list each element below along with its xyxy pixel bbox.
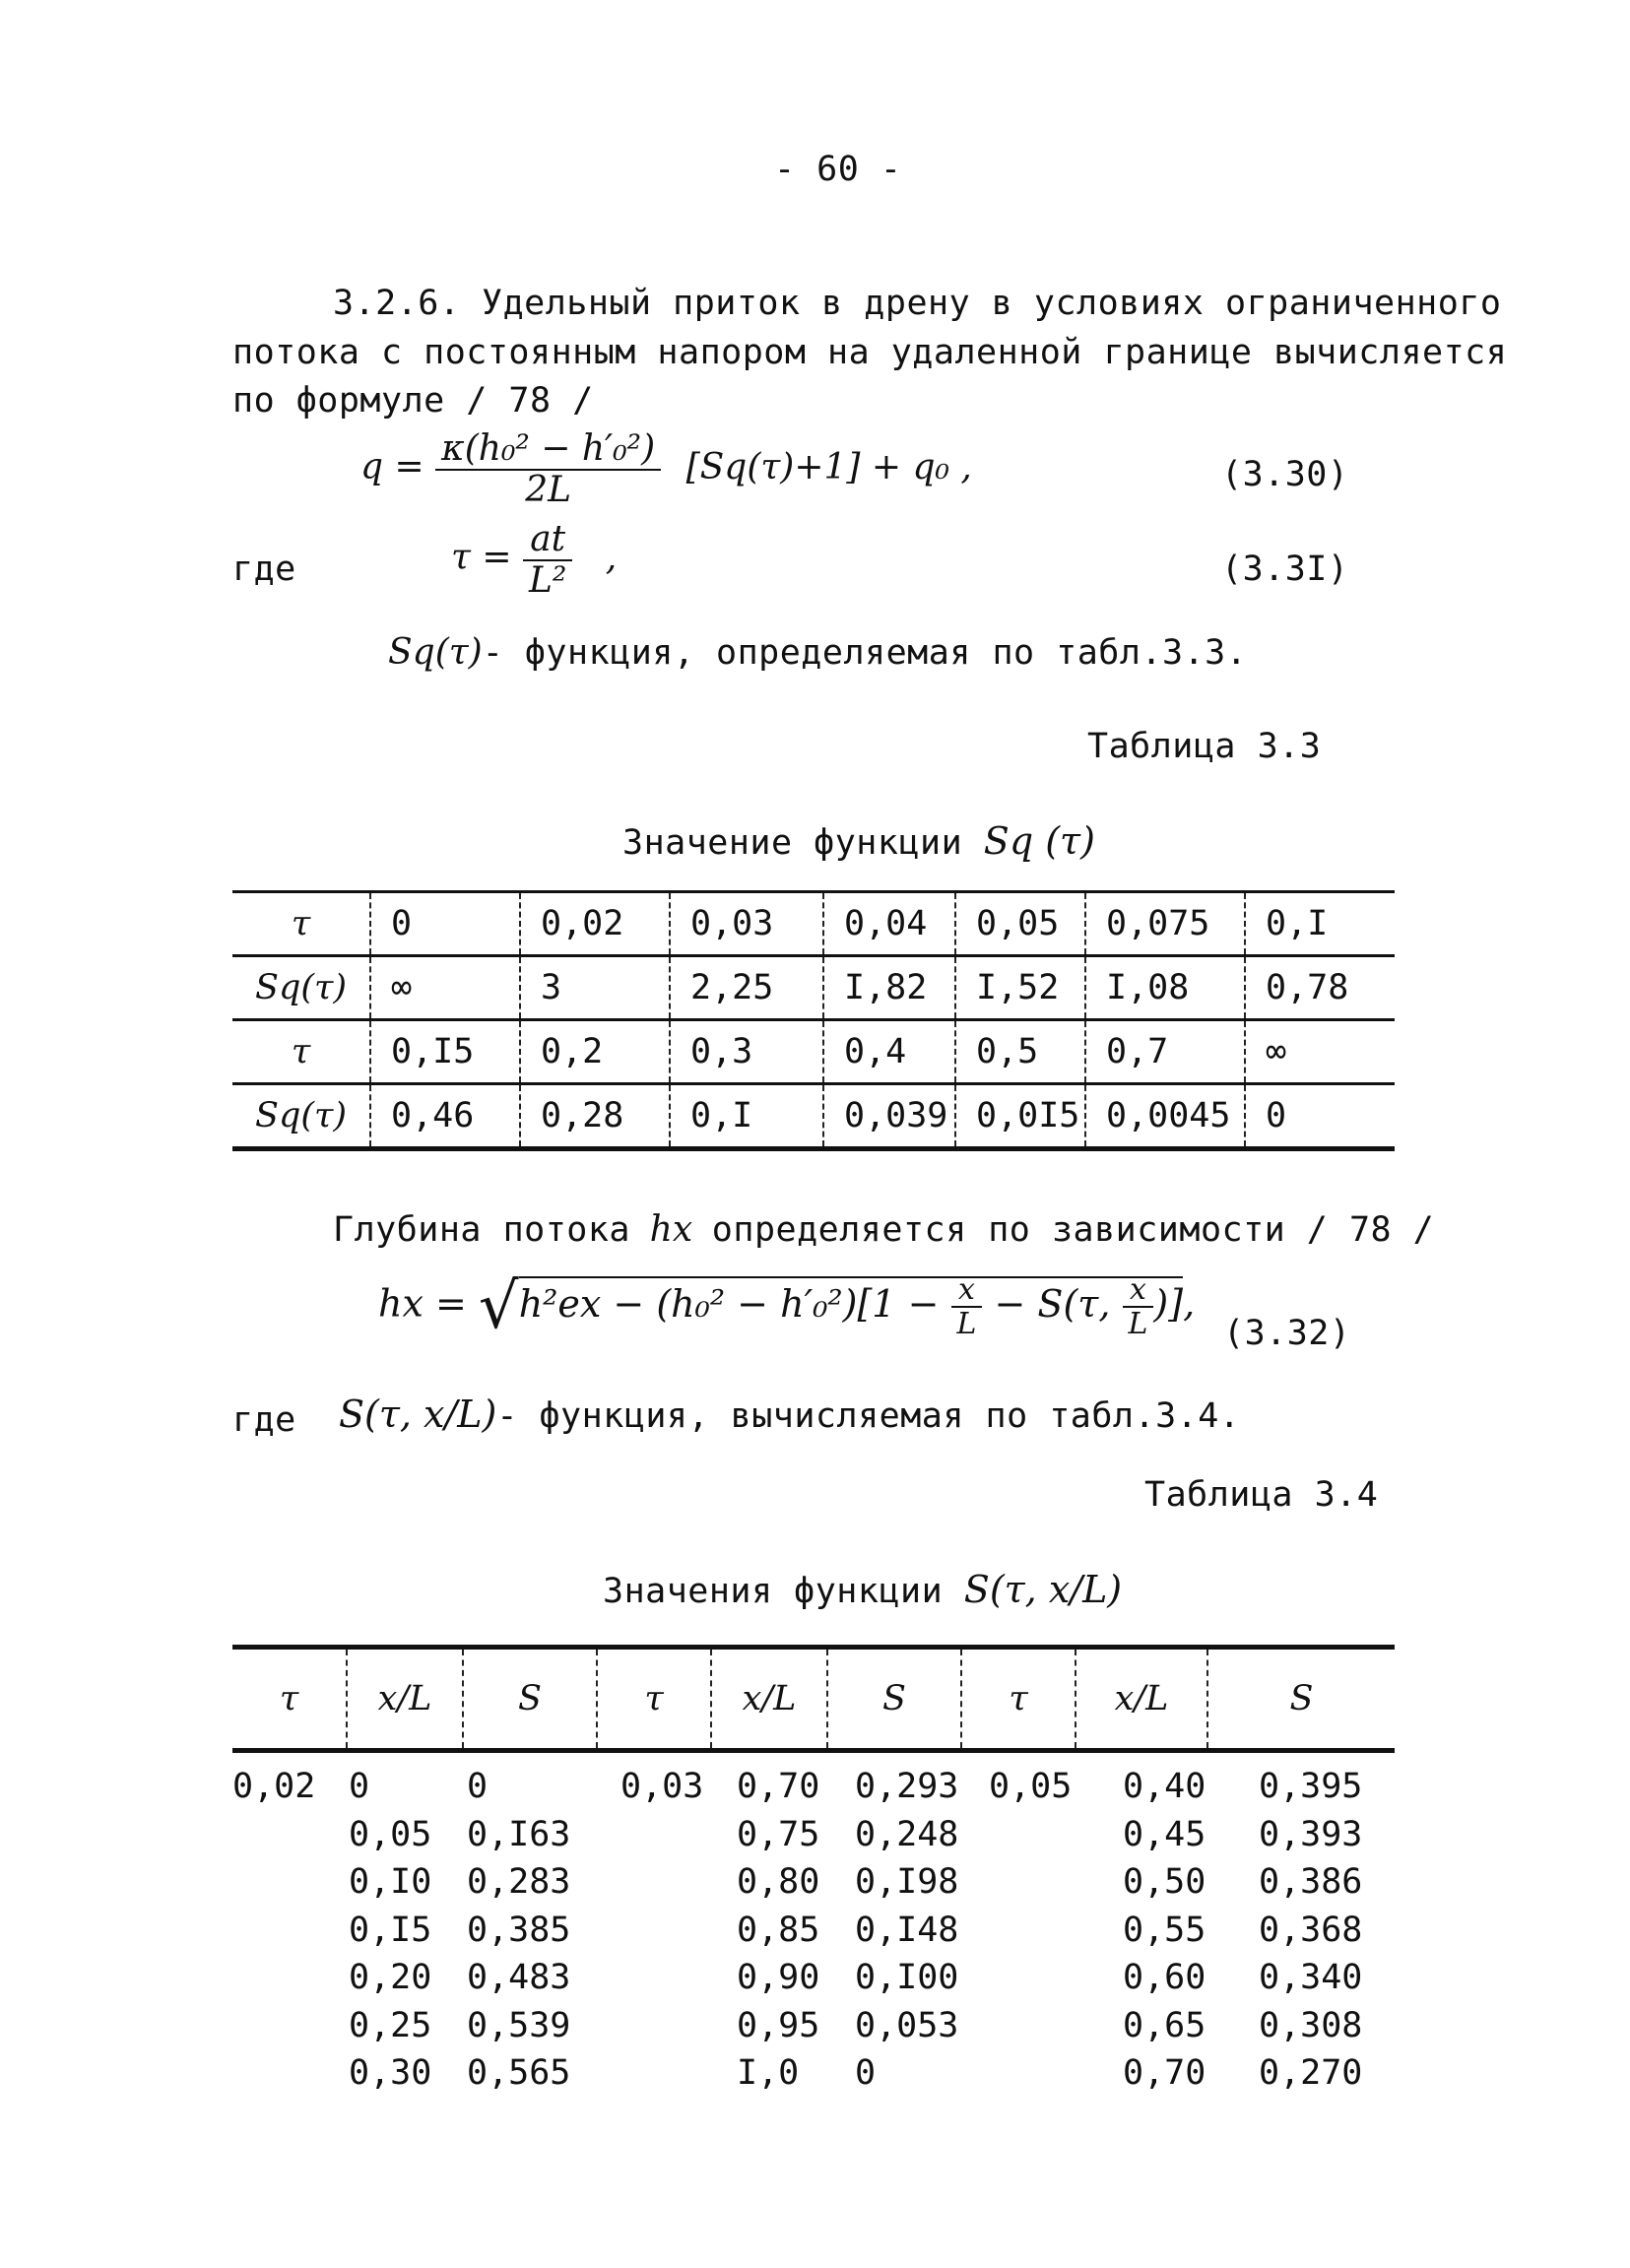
table-3-4-header — [232, 1645, 1395, 1753]
table-cell — [232, 1858, 349, 1907]
row-header-sq: Sq(τ) — [254, 968, 348, 1007]
depth-symbol: hx — [649, 1209, 693, 1250]
table-cell: 0,248 — [855, 1814, 959, 1854]
column-header-x-over-l: x/L — [347, 1648, 463, 1751]
column-header-s: S — [463, 1648, 597, 1751]
table-cell — [620, 1858, 737, 1907]
table-cell: 0,3 — [670, 1020, 823, 1084]
table-cell: 0,7 — [1085, 1020, 1245, 1084]
table-title-symbol: S(τ, x/L) — [963, 1568, 1123, 1611]
table-cell: 0,565 — [467, 2053, 571, 2094]
table-cell: 0,25 — [349, 2005, 432, 2045]
equation-number-3-30: (3.30) — [1221, 455, 1349, 494]
table-cell: 0 — [349, 1767, 370, 1807]
table-cell: 0,50 — [1123, 1862, 1206, 1903]
table-title-text: Значение функции — [622, 823, 963, 863]
table-row — [232, 1907, 1377, 1955]
table-cell: 0,0I5 — [955, 1084, 1085, 1149]
table-row — [232, 1954, 1377, 2002]
column-header-tau: τ — [597, 1648, 711, 1751]
formula-comma: , — [1183, 1281, 1196, 1326]
table-cell: 3 — [520, 956, 670, 1020]
table-cell: 0,95 — [737, 2005, 820, 2045]
table-cell: 0,395 — [1259, 1767, 1363, 1807]
fraction-numerator: x — [1123, 1273, 1154, 1308]
row-header-tau: τ — [291, 904, 311, 943]
table-cell — [989, 2002, 1123, 2050]
paragraph-line-1: 3.2.6. Удельный приток в дрену в условиях ограниченного — [333, 284, 1502, 323]
table-row — [232, 2002, 1377, 2050]
fraction-denominator: L — [1128, 1307, 1148, 1341]
table-cell: ∞ — [370, 956, 520, 1020]
table-cell — [989, 2049, 1123, 2098]
table-cell: 0,039 — [823, 1084, 955, 1149]
fraction-denominator: 2L — [525, 469, 572, 510]
table-cell — [620, 1907, 737, 1955]
table-cell: 0,05 — [989, 1767, 1073, 1807]
formula-lhs: τ = — [451, 537, 512, 578]
table-cell — [232, 1907, 349, 1955]
table-cell — [620, 2049, 737, 2098]
table-cell: 0,4 — [823, 1020, 955, 1084]
table-cell: 0,340 — [1259, 1958, 1363, 1998]
table-header-row — [232, 1648, 1395, 1751]
table-cell: ∞ — [1245, 1020, 1395, 1084]
column-header-s: S — [827, 1648, 961, 1751]
table-cell: 0,46 — [370, 1084, 520, 1149]
fraction-numerator: κ(h₀² − h′₀²) — [435, 429, 661, 471]
sq-definition — [388, 632, 1247, 673]
table-row — [232, 956, 1395, 1020]
table-cell: 0,5 — [955, 1020, 1085, 1084]
table-cell: I,52 — [955, 956, 1085, 1020]
x-over-l-fraction — [1123, 1273, 1154, 1340]
table-cell — [989, 1907, 1123, 1955]
table-cell: 0,075 — [1085, 892, 1245, 956]
table-cell — [232, 1954, 349, 2002]
table-cell: 0,I — [670, 1084, 823, 1149]
table-row — [232, 1811, 1377, 1859]
fraction-denominator: L — [956, 1307, 977, 1341]
row-header-tau: τ — [291, 1032, 311, 1071]
table-cell: 0,293 — [855, 1767, 959, 1807]
radicand — [518, 1272, 1184, 1341]
column-header-tau: τ — [961, 1648, 1076, 1751]
table-cell: 0,02 — [520, 892, 670, 956]
formula-3-30 — [360, 429, 972, 509]
table-3-4-body — [232, 1763, 1377, 2098]
table-cell: 0,85 — [737, 1910, 820, 1950]
table-cell: 0,I00 — [855, 1958, 959, 1998]
table-cell: 0,393 — [1259, 1814, 1363, 1854]
table-cell — [620, 1811, 737, 1859]
fraction-numerator: at — [523, 520, 572, 561]
table-row — [232, 1763, 1377, 1811]
table-cell: 0,80 — [737, 1862, 820, 1903]
table-cell — [989, 1954, 1123, 2002]
equation-number-3-31: (3.3I) — [1221, 550, 1349, 589]
fraction-numerator: x — [951, 1273, 983, 1308]
table-cell: 0 — [855, 2053, 877, 2094]
table-cell: 0,I5 — [349, 1910, 432, 1950]
table-cell: I,0 — [737, 2053, 800, 2094]
table-cell: 0,40 — [1123, 1767, 1206, 1807]
table-cell: 0,60 — [1123, 1958, 1206, 1998]
table-3-4-title — [603, 1568, 1122, 1611]
table-cell — [232, 1811, 349, 1859]
table-cell: 0,I5 — [370, 1020, 520, 1084]
table-cell: 0,483 — [467, 1958, 571, 1998]
table-cell — [620, 1954, 737, 2002]
table-cell: 0,45 — [1123, 1814, 1206, 1854]
where-label: где — [232, 550, 296, 589]
table-cell: 0,55 — [1123, 1910, 1206, 1950]
table-title-symbol: Sq (τ) — [983, 819, 1095, 863]
fraction-denominator: L² — [528, 559, 567, 601]
table-cell: 0,70 — [737, 1767, 820, 1807]
table-cell: 0,05 — [349, 1814, 432, 1854]
table-cell: 0,02 — [232, 1767, 316, 1807]
formula-3-32 — [378, 1270, 1195, 1343]
table-cell: 0,03 — [670, 892, 823, 956]
table-cell: 0,70 — [1123, 2053, 1206, 2094]
table-cell: 0,368 — [1259, 1910, 1363, 1950]
column-header-x-over-l: x/L — [711, 1648, 827, 1751]
depth-paragraph — [333, 1209, 1434, 1250]
table-cell: 0,03 — [620, 1767, 704, 1807]
depth-text-after: определяется по зависимости / 78 / — [711, 1210, 1435, 1250]
table-cell — [232, 2002, 349, 2050]
formula-3-31 — [451, 520, 617, 600]
table-cell: 0,75 — [737, 1814, 820, 1854]
table-cell: 2,25 — [670, 956, 823, 1020]
formula-comma: , — [605, 537, 618, 578]
table-cell: 0,0045 — [1085, 1084, 1245, 1149]
table-3-3 — [232, 890, 1395, 1151]
column-header-s: S — [1207, 1648, 1395, 1751]
table-title-text: Значения функции — [603, 1572, 944, 1611]
table-cell: I,08 — [1085, 956, 1245, 1020]
table-row — [232, 1020, 1395, 1084]
table-cell — [620, 2002, 737, 2050]
formula-fraction — [523, 520, 572, 600]
depth-text-before: Глубина потока — [333, 1210, 631, 1250]
sqrt-icon: √ — [478, 1270, 519, 1343]
formula-lhs: hx = — [378, 1281, 467, 1326]
s-definition — [339, 1393, 1240, 1436]
table-cell: 0,2 — [520, 1020, 670, 1084]
column-header-x-over-l: x/L — [1076, 1648, 1207, 1751]
sq-symbol: Sq(τ) — [388, 632, 483, 673]
table-cell: 0,283 — [467, 1862, 571, 1903]
table-cell: 0 — [1245, 1084, 1395, 1149]
table-3-4-label: Таблица 3.4 — [1144, 1475, 1379, 1515]
table-row — [232, 1858, 1377, 1907]
formula-fraction — [435, 429, 661, 509]
table-cell: 0 — [467, 1767, 489, 1807]
s-symbol: S(τ, x/L) — [339, 1393, 497, 1436]
table-cell: 0,I48 — [855, 1910, 959, 1950]
table-cell: 0,30 — [349, 2053, 432, 2094]
table-row — [232, 2049, 1377, 2098]
table-row — [232, 892, 1395, 956]
page-number: - 60 - — [774, 150, 902, 189]
s-definition-text: - функция, вычисляемая по табл.3.4. — [496, 1396, 1241, 1436]
table-cell: 0,28 — [520, 1084, 670, 1149]
table-3-3-label: Таблица 3.3 — [1087, 727, 1322, 766]
where-label: где — [232, 1400, 296, 1440]
row-header-sq: Sq(τ) — [254, 1096, 348, 1135]
table-cell: 0 — [370, 892, 520, 956]
table-cell: 0,386 — [1259, 1862, 1363, 1903]
paragraph-line-2: потока с постоянным напором на удаленной границе вычисляется — [232, 333, 1508, 372]
table-cell — [232, 2049, 349, 2098]
table-cell: 0,I0 — [349, 1862, 432, 1903]
table-cell: 0,20 — [349, 1958, 432, 1998]
table-cell: 0,270 — [1259, 2053, 1363, 2094]
table-cell: 0,05 — [955, 892, 1085, 956]
formula-lhs: q = — [360, 446, 424, 487]
radicand-part-c: )] — [1153, 1281, 1184, 1326]
table-cell: 0,539 — [467, 2005, 571, 2045]
table-cell — [989, 1858, 1123, 1907]
radicand-part-b: − S(τ, — [994, 1281, 1111, 1326]
table-cell: 0,90 — [737, 1958, 820, 1998]
table-cell: 0,385 — [467, 1910, 571, 1950]
formula-rest: [Sq(τ)+1] + q₀ , — [685, 446, 972, 487]
column-header-tau: τ — [279, 1679, 299, 1718]
table-cell: 0,78 — [1245, 956, 1395, 1020]
paragraph-line-3: по формуле / 78 / — [232, 381, 594, 421]
table-cell: 0,I98 — [855, 1862, 959, 1903]
sq-definition-text: - функция, определяемая по табл.3.3. — [482, 633, 1248, 673]
table-cell: 0,308 — [1259, 2005, 1363, 2045]
table-cell: I,82 — [823, 956, 955, 1020]
table-cell: 0,65 — [1123, 2005, 1206, 2045]
x-over-l-fraction — [951, 1273, 983, 1340]
table-row — [232, 1084, 1395, 1149]
table-cell — [989, 1811, 1123, 1859]
table-cell: 0,I — [1245, 892, 1395, 956]
table-cell: 0,04 — [823, 892, 955, 956]
radicand-part-a: h²ex − (h₀² − h′₀²)[1 − — [518, 1281, 940, 1326]
equation-number-3-32: (3.32) — [1223, 1314, 1351, 1353]
table-3-3-title — [622, 819, 1095, 863]
table-cell: 0,053 — [855, 2005, 959, 2045]
table-cell: 0,I63 — [467, 1814, 571, 1854]
